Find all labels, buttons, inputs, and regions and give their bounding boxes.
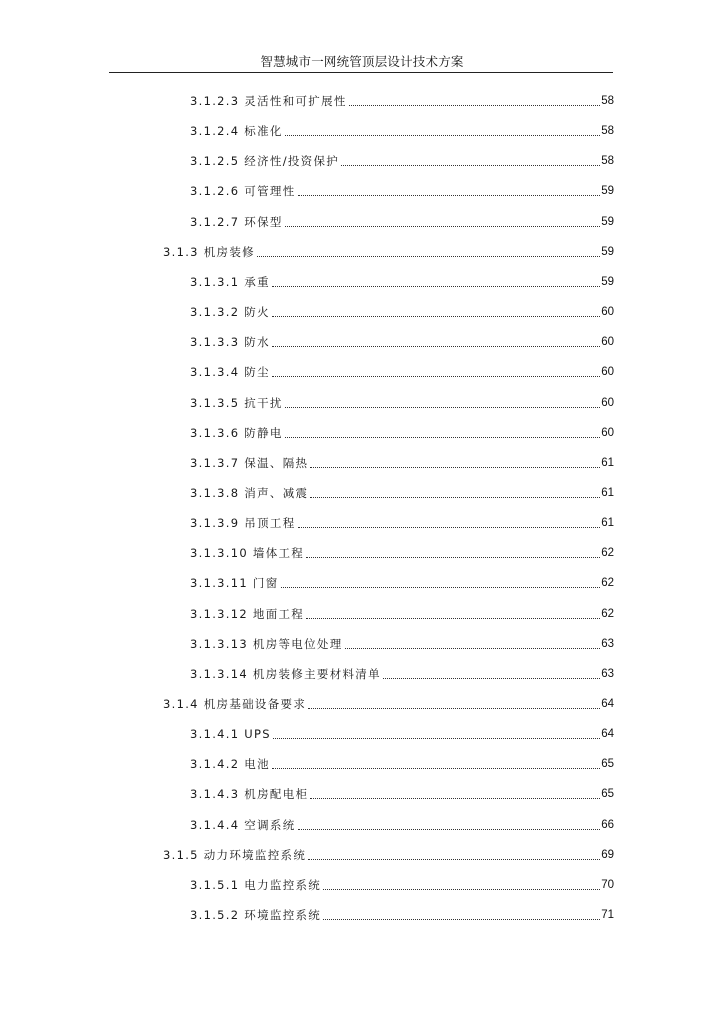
toc-dot-leader [298,826,601,830]
toc-dot-leader [272,313,600,317]
toc-dot-leader [273,735,600,739]
toc-entry[interactable] [190,631,614,651]
toc-entry-title: 3.1.3.10 墙体工程 [190,546,305,561]
toc-entry[interactable] [190,329,614,349]
toc-entry[interactable] [190,420,614,440]
toc-entry[interactable] [190,751,614,771]
toc-entry-page-number: 61 [601,456,614,469]
toc-entry[interactable] [190,450,614,470]
toc-entry-page-number: 64 [601,698,614,710]
toc-entry-page-number: 63 [601,667,614,680]
toc-entry-title: 3.1.3.2 防火 [190,305,270,320]
toc-entry[interactable] [190,480,614,500]
toc-entry[interactable] [190,118,614,138]
toc-entry[interactable] [190,812,614,832]
toc-dot-leader [281,584,601,588]
toc-entry-page-number: 58 [601,95,614,107]
toc-entry[interactable] [163,691,614,711]
toc-entry-page-number: 66 [601,818,614,831]
toc-entry-title: 3.1.2.7 环保型 [190,214,283,229]
toc-entry-page-number: 62 [601,577,614,590]
toc-entry[interactable] [190,88,614,108]
toc-entry-title: 3.1.3.14 机房装修主要材料清单 [190,666,381,681]
toc-dot-leader [272,283,600,287]
toc-entry-title: 3.1.3.1 承重 [190,274,270,289]
toc-entry-page-number: 61 [601,517,614,530]
toc-dot-leader [323,916,600,920]
toc-entry[interactable] [190,178,614,198]
toc-dot-leader [310,464,600,468]
toc-dot-leader [285,132,601,136]
toc-entry-title: 3.1.2.3 灵活性和可扩展性 [190,94,347,108]
toc-entry-page-number: 58 [601,155,614,168]
toc-entry-page-number: 64 [601,728,614,741]
toc-entry-title: 3.1.3 机房装修 [163,244,255,259]
toc-entry-title: 3.1.5.2 环境监控系统 [190,908,322,923]
toc-entry-page-number: 62 [601,547,614,560]
toc-dot-leader [345,645,601,649]
toc-dot-leader [349,102,601,106]
toc-entry-title: 3.1.4.3 机房配电柜 [190,787,309,802]
toc-entry-title: 3.1.3.11 门窗 [190,576,279,591]
toc-entry[interactable] [190,540,614,560]
toc-dot-leader [341,162,600,166]
toc-entry-page-number: 69 [601,848,614,861]
toc-dot-leader [308,705,600,709]
toc-entry[interactable] [190,269,614,289]
toc-entry-page-number: 60 [601,426,614,439]
toc-entry[interactable] [190,209,614,229]
toc-entry[interactable] [190,510,614,530]
toc-entry-title: 3.1.4.2 电池 [190,757,270,772]
toc-entry-page-number: 60 [601,396,614,409]
toc-entry-page-number: 59 [601,245,614,258]
toc-entry[interactable] [190,872,614,892]
toc-entry-page-number: 65 [601,788,614,801]
toc-entry-page-number: 65 [601,758,614,771]
toc-entry-page-number: 71 [601,909,614,922]
toc-dot-leader [285,223,601,227]
toc-entry[interactable] [190,721,614,741]
toc-dot-leader [383,675,600,679]
toc-dot-leader [272,343,600,347]
toc-entry-title: 3.1.4.1 UPS [190,727,271,742]
toc-entry-title: 3.1.2.5 经济性/投资保护 [190,154,340,169]
toc-entry[interactable] [163,239,614,259]
toc-entry-title: 3.1.3.9 吊顶工程 [190,516,296,531]
toc-entry[interactable] [190,781,614,801]
toc-entry[interactable] [163,842,614,862]
toc-entry-page-number: 70 [601,878,614,891]
toc-entry[interactable] [190,601,614,621]
toc-entry[interactable] [190,570,614,590]
toc-dot-leader [272,373,600,377]
toc-dot-leader [323,886,600,890]
toc-entry[interactable] [190,661,614,681]
toc-dot-leader [285,404,601,408]
toc-dot-leader [298,192,601,196]
toc-entry-page-number: 59 [601,215,614,228]
toc-dot-leader [310,494,600,498]
toc-dot-leader [308,856,600,860]
toc-entry-page-number: 59 [601,275,614,288]
toc-entry[interactable] [190,390,614,410]
toc-entry[interactable] [190,902,614,922]
toc-entry-page-number: 60 [601,306,614,319]
toc-entry-title: 3.1.3.6 防静电 [190,425,283,440]
toc-entry[interactable] [190,148,614,168]
toc-dot-leader [272,765,600,769]
toc-dot-leader [285,434,601,438]
toc-dot-leader [257,253,600,257]
toc-entry-page-number: 58 [601,125,614,138]
page-header-title: 智慧城市一网统管顶层设计技术方案 [260,54,464,69]
toc-dot-leader [298,524,601,528]
toc-entry-page-number: 61 [601,486,614,499]
toc-entry-title: 3.1.3.4 防尘 [190,365,270,380]
toc-entry-title: 3.1.3.7 保温、隔热 [190,455,309,470]
toc-entry-title: 3.1.2.6 可管理性 [190,184,296,199]
toc-entry-title: 3.1.2.4 标准化 [190,124,283,139]
toc-dot-leader [306,615,600,619]
toc-entry-page-number: 59 [601,185,614,198]
toc-entry-title: 3.1.3.13 机房等电位处理 [190,636,343,651]
toc-entry-title: 3.1.5.1 电力监控系统 [190,877,322,892]
toc-entry-title: 3.1.3.3 防水 [190,335,270,350]
toc-entry-page-number: 62 [601,607,614,620]
toc-dot-leader [306,554,600,558]
toc-entry-title: 3.1.3.12 地面工程 [190,606,305,621]
toc-dot-leader [310,795,600,799]
toc-entry-page-number: 60 [601,336,614,349]
toc-entry[interactable] [190,299,614,319]
header-divider [109,72,613,73]
toc-entry-title: 3.1.4.4 空调系统 [190,817,296,832]
toc-entry-title: 3.1.3.5 抗干扰 [190,395,283,410]
toc-entry[interactable] [190,359,614,379]
toc-entry-page-number: 60 [601,366,614,379]
toc-entry-title: 3.1.3.8 消声、减震 [190,485,309,500]
toc-entry-title: 3.1.5 动力环境监控系统 [163,847,307,862]
toc-entry-page-number: 63 [601,637,614,650]
toc-entry-title: 3.1.4 机房基础设备要求 [163,697,307,711]
